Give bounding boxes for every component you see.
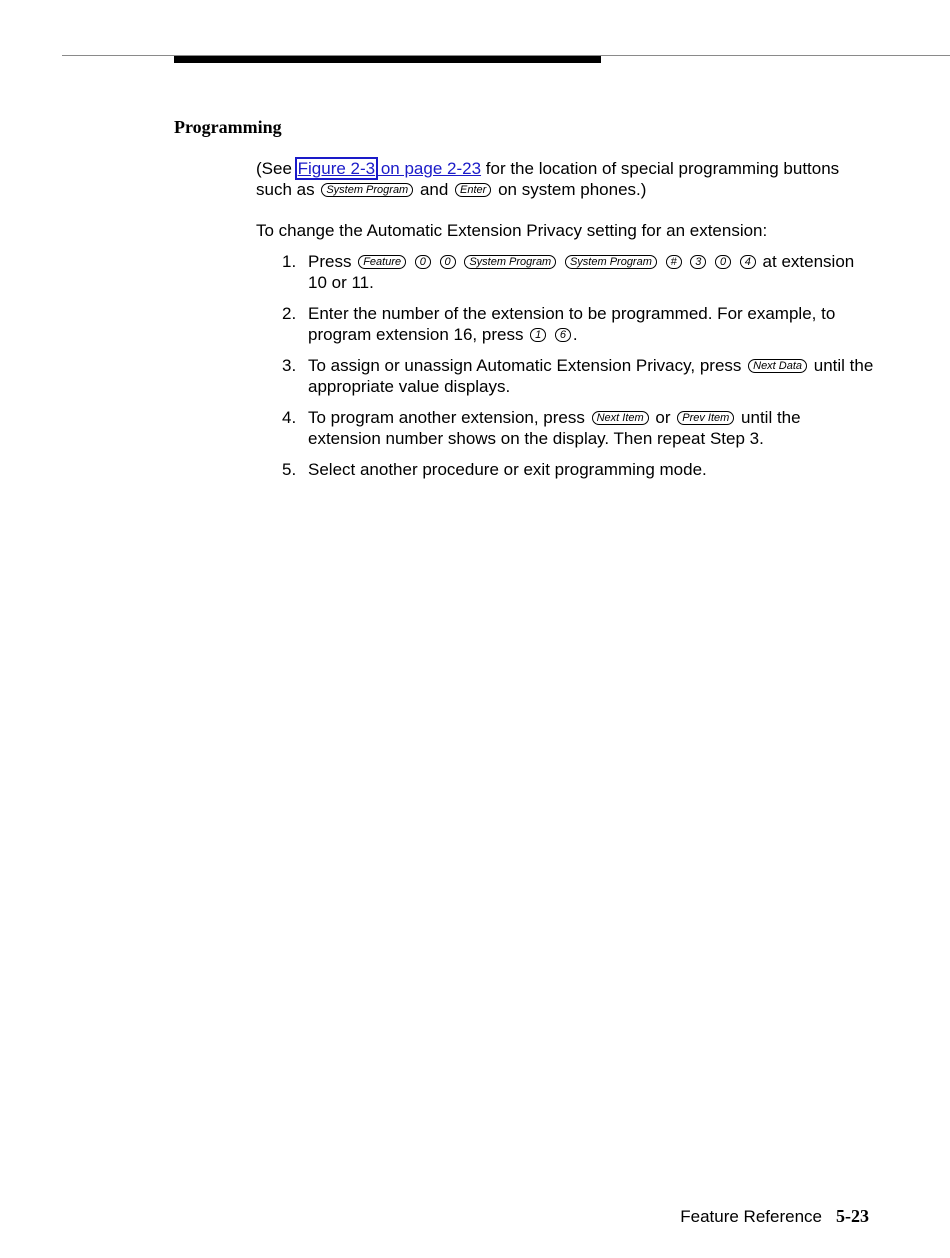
key-digit: 0	[715, 255, 731, 269]
page-footer	[680, 1206, 869, 1227]
step-item	[256, 459, 876, 480]
step-tail: until the extension number shows on the display. Then repeat Step 3.	[308, 408, 801, 448]
key-digit: 3	[690, 255, 706, 269]
steps-list	[256, 251, 876, 480]
header-rule-thick	[174, 56, 601, 63]
step-text: Enter the number of the extension to be programmed. For example, to program extension 16, press	[308, 304, 836, 344]
key-system-program: System Program	[464, 255, 556, 269]
step-item	[256, 355, 876, 397]
step-tail: until the appropriate value displays.	[308, 356, 874, 396]
intro-paragraph	[256, 158, 876, 200]
intro-suffix: on system phones.)	[493, 180, 647, 199]
step-text: Select another procedure or exit programming mode.	[308, 460, 707, 479]
key-digit: 0	[440, 255, 456, 269]
step-number: 5.	[282, 460, 297, 479]
content-body	[256, 158, 876, 490]
key-system-program: System Program	[321, 183, 413, 197]
key-pound: #	[666, 255, 682, 269]
step-text: Press	[308, 252, 357, 271]
key-digit: 0	[415, 255, 431, 269]
step-item	[256, 303, 876, 345]
step-number: 3.	[282, 356, 297, 375]
key-feature: Feature	[358, 255, 406, 269]
key-enter: Enter	[455, 183, 491, 197]
page-number: 5-23	[836, 1206, 869, 1226]
figure-link[interactable]: Figure 2-3	[297, 159, 376, 178]
section-title: Programming	[174, 117, 282, 137]
key-digit: 1	[530, 328, 546, 342]
step-text: To program another extension, press	[308, 408, 590, 427]
intro-and: and	[415, 180, 454, 199]
key-next-data: Next Data	[748, 359, 807, 373]
step-text: To assign or unassign Automatic Extension Privacy, press	[308, 356, 747, 375]
step-number: 4.	[282, 408, 297, 427]
step-item	[256, 407, 876, 449]
key-digit: 6	[555, 328, 571, 342]
intro-middle: for the location of special programming buttons such as	[256, 159, 840, 199]
key-digit: 4	[740, 255, 756, 269]
step-number: 2.	[282, 304, 297, 323]
key-next-item: Next Item	[592, 411, 649, 425]
step-tail: at extension 10 or 11.	[308, 252, 855, 292]
key-system-program: System Program	[565, 255, 657, 269]
step-item	[256, 251, 876, 293]
footer-label: Feature Reference	[680, 1207, 822, 1226]
step-tail: .	[572, 325, 578, 344]
lead-sentence: To change the Automatic Extension Privacy setting for an extension:	[256, 221, 768, 240]
step-number: 1.	[282, 252, 297, 271]
intro-prefix: (See	[256, 159, 297, 178]
page-link[interactable]: on page 2-23	[376, 159, 482, 178]
key-prev-item: Prev Item	[677, 411, 734, 425]
step-or: or	[650, 408, 676, 427]
